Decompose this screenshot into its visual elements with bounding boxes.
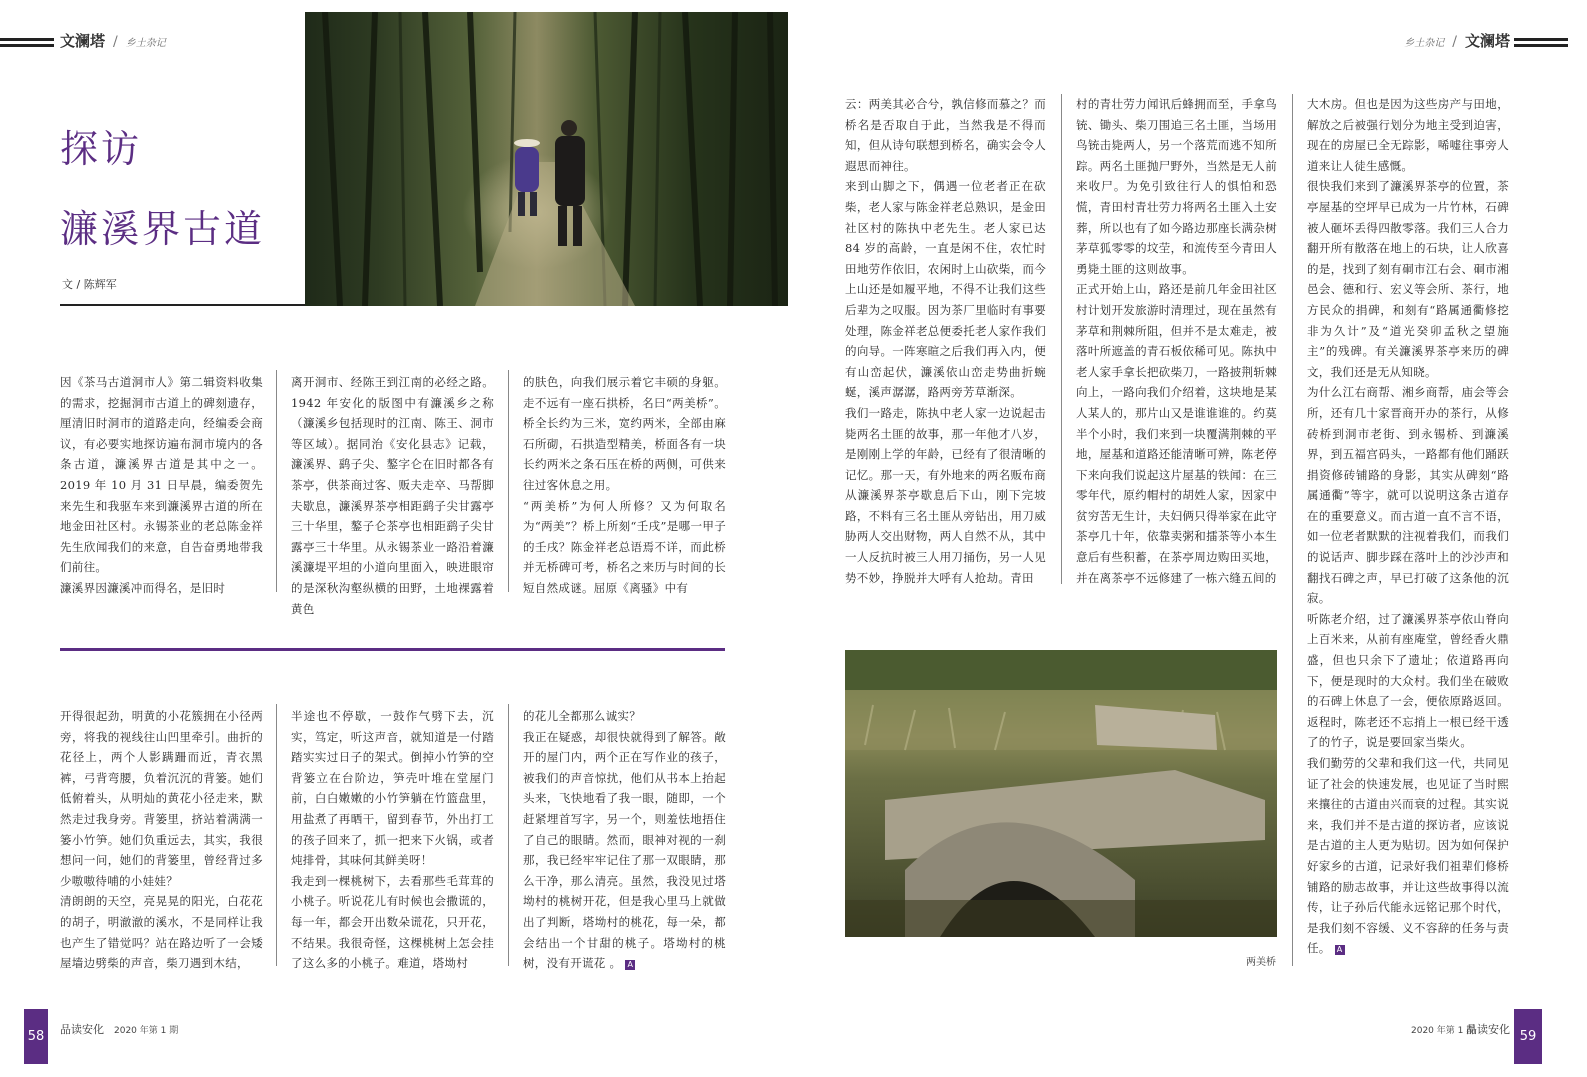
header-rule-right [1514,38,1568,47]
column-divider [276,370,277,592]
forest-path-photo [305,12,788,306]
left-top-column-3: 的肤色，向我们展示着它丰硕的身躯。走不远有一座石拱桥，名曰“两美桥”。桥全长约为三米，宽约两米，全部由麻石所砌，石拱造型精美，桥面各有一块长约两米之条石压在桥的两侧，可供来往过客休息之用。 “两美桥”为何人所修？又为何取名为“两美”？桥上所刻“壬戌”是哪一甲子的壬戌？陈金祥老总语焉不详，而此桥并无桥碑可考，桥名之来历与时间的长短自然成谜。屈原《离骚》中有 [523,375,726,595]
forest-path-illustration [305,12,788,306]
magazine-name-right: 品读安化 [1466,1023,1510,1036]
left-bottom-column-3-wrap [523,706,726,974]
section-name-right: 乡土杂记 [1404,38,1445,49]
stone-bridge-illustration [845,650,1277,937]
section-name-left: 乡土杂记 [125,38,166,49]
left-top-column-2: 离开洞市、经陈王到江南的必经之路。1942 年安化的版图中有濂溪乡之称（濂溪乡包括现时的江南、陈王、洞市等区域）。据同治《安化县志》记载，濂溪界、鹞子尖、鏊字仑在旧时都各有茶亭，供茶商过客、贩夫走卒、马帮脚夫歇息，濂溪界茶亭相距鹞子尖甘露亭三十华里，鏊子仑茶亭也相距鹞子尖甘露亭三十华里。从永锡茶业一路沿着濂溪濂堤平坦的小道向里面入，映进眼帘的是深秋沟壑纵横的田野，土地裸露着黄色 [291,375,494,616]
page-number-right: 59 [1514,1009,1542,1064]
column-divider [1292,94,1293,966]
header-separator-right: / [1452,34,1457,50]
left-top-column-1: 因《茶马古道洞市人》第二辑资料收集的需求，挖掘洞市古道上的碑刻遗存，厘清旧时洞市的道路走向，经编委会商议，有必要实地探访遍布洞市境内的各条古道，濂溪界古道是其中之一。2019 年 10 月 31 日早晨，编委贺先来先生和我驱车来到濂溪界古道的所在地金田社区村。永锡茶业的老总陈金祥先生欣闻我们的来意，自告奋勇地带我们前往。 濂溪界因濂溪冲而得名，是旧时 [60,375,263,595]
left-bottom-column-3: 的花儿全都那么诚实？ 我正在疑惑，却很快就得到了解答。敞开的屋门内，两个正在写作业的孩子，被我们的声音惊扰，他们从书本上抬起头来，飞快地看了我一眼，随即，一个赶紧埋首写字，另一个，则羞怯地捂住了自己的眼睛。然而，眼神对视的一刹那，我已经牢牢记住了那一双眼睛，那么干净，那么清亮。虽然，我没见过塔坳村的桃树开花，但是我心里马上就做出了判断，塔坳村的桃花，每一朵，都会结出一个甘甜的桃子。塔坳村的桃树，没有开谎花 。 [523,709,726,971]
title-underline [60,304,305,306]
header-right [1404,30,1510,51]
article-end-mark: A [1335,945,1345,955]
article-author: 文 / 陈辉军 [62,278,117,291]
left-bottom-column-1: 开得很起劲，明黄的小花簇拥在小径两旁，将我的视线往山凹里牵引。曲折的花径上，两个人影蹒跚而近，青衣黑裤，弓背弯腰，负着沉沉的背篓。她们低俯着头，从明灿的黄花小径走来，默然走过我身旁。背篓里，挤站着满满一篓小竹笋。她们负重远去，其实，我很想问一问，她们的背篓里，曾经背过多少嗷嗷待哺的小娃娃？ 清朗朗的天空，亮晃晃的阳光，白花花的胡子，明澈澈的溪水，不是同样让我也产生了错觉吗？站在路边听了一会矮屋墙边劈柴的声音，柴刀遇到木结， [60,709,263,971]
page-number-left: 58 [24,1009,48,1064]
photo-caption: 两美桥 [1246,957,1276,968]
right-column-3-wrap [1307,94,1509,959]
right-column-3: 大木房。但也是因为这些房产与田地，解放之后被强行划分为地主受到迫害，现在的房屋已全无踪影，唏嘘往事旁人道来让人徒生感慨。 很快我们来到了濂溪界茶亭的位置，茶亭屋基的空坪早已成为一片竹林，石碑被人砸坏丢得四散零落。我们三人合力翻开所有散落在地上的石块，让人欣喜的是，找到了刻有硐市江右会、硐市湘邑会、德和行、宏义等会所、茶行，地方民众的捐碑，和刻有“路属通衢修挖非为久计”及“道光癸卯孟秋之望施主”的残碑。有关濂溪界茶亭来历的碑文，我们还是无从知晓。 为什么江右商帮、湘乡商帮，庙会等会所，还有几十家晋商开办的茶行，从修砖桥到洞市老街、到永锡桥、到濂溪界，到五福宫码头，一路都有他们踊跃捐资修砖铺路的身影，其实从碑刻“路属通衢”等字，就可以说明这条古道存在的重要意义。而古道一直不言不语，如一位老者默默的注视着我们，而我们的说话声、脚步踩在落叶上的沙沙声和翻找石碑之声，早已打破了这条他的沉寂。 听陈老介绍，过了濂溪界茶亭依山脊向上百米来，从前有座庵堂，曾经香火鼎盛，但也只余下了遗址；依道路再向下，便是现时的大众村。我们坐在破败的石碑上休息了一会，便依原路返回。返程时，陈老还不忘捎上一根已经干透了的竹子，说是要回家当柴火。 我们勤劳的父辈和我们这一代，共同见证了社会的快速发展，也见证了当时熙来攘往的古道由兴而衰的过程。其实说来，我们并不是古道的探访者，应该说是古道的主人更为贴切。因为如何保护好家乡的古道，记录好我们祖辈们修桥铺路的励志故事，并让这些故事得以流传，让子孙后代能永远铭记那个时代，是我们刻不容缓、义不容辞的任务与责任。 [1307,97,1509,956]
column-divider [276,704,277,966]
right-column-2: 村的青壮劳力闻讯后蜂拥而至，手拿鸟铳、锄头、柴刀围追三名土匪，当场用鸟铳击毙两人，另一个落荒而逃不知所踪。两名土匪抛尸野外，当然是无人前来收尸。为免引致往行人的惧怕和恐慌，青田村青壮劳力将两名土匪入土安葬，所以也有了如今路边那座长满杂树茅草狐零零的坟茔，和流传至今青田人勇毙土匪的这则故事。 正式开始上山，路还是前几年金田社区村计划开发旅游时清理过，现在虽然有茅草和荆棘所阻，但并不是太难走，被落叶所遮盖的青石板依稀可见。陈执中老人家手拿长把砍柴刀，一路披荆斩棘向上，一路向我们介绍着，这块地是某人某人的，那片山又是谁谁谁的。约莫半个小时，我们来到一块覆满荆棘的平地，屋基和道路还能清晰可辨，陈老停下来向我们说起这片屋基的铁闻：在三零年代，原约帽村的胡姓人家，因家中贫穷苦无生计，夫妇俩只得举家在此守茶亭几十年，依靠卖粥和擂茶等小本生意后有些积蓄，在茶亭周边购田买地，并在离茶亭不远修建了一栋六缝五间的 [1076,97,1277,585]
right-column-1: 云：两美其必合兮，孰信修而慕之？而桥名是否取自于此，当然我是不得而知，但从诗句联想到桥名，确实会令人遐思而神往。 来到山脚之下，偶遇一位老者正在砍柴，老人家与陈金祥老总熟识，是金田社区村的陈执中老先生。老人家已达 84 岁的高龄，一直是闲不住，农忙时田地劳作依旧，农闲时上山砍柴，而今上山还是如履平地，不得不让我们这些后辈为之叹服。因为茶厂里临时有事要处理，陈金祥老总便委托老人家作我们的向导。一阵寒暄之后我们再入内，便有山峦起伏，濂溪依山峦走势曲折蜿蜒，溪声潺潺，路两旁芳草渐深。 我们一路走，陈执中老人家一边说起击毙两名土匪的故事，那一年他才八岁，是刚刚上学的年龄，已经有了很清晰的记忆。那一天，有外地来的两名贩布商从濂溪界茶亭歇息后下山，刚下完坡路，不料有三名土匪从旁钻出，用刀威胁两人交出财物，两人自然不从，其中一人反抗时被三人用刀捅伤，另一人见势不妙，挣脱并大呼有人抢劫。青田 [845,97,1046,585]
column-name-left: 文澜塔 [60,32,106,50]
issue-left: 2020 年第 1 期 [114,1026,179,1036]
header-separator-left: / [113,34,118,50]
header-rule-left [0,38,54,47]
left-bottom-column-2: 半途也不停歇，一鼓作气劈下去，沉实，笃定，听这声音，就知道是一付踏踏实实过日子的架式。倒掉小竹笋的空背篓立在台阶边，笋壳叶堆在堂屋门前，白白嫩嫩的小竹笋躺在竹篮盘里，用盐煮了再晒干，留到春节，外出打工的孩子回来了，抓一把来下火锅，或者炖排骨，其味何其鲜美呀！ 我走到一棵桃树下，去看那些毛茸茸的小桃子。听说花儿有时候也会撒谎的，每一年，都会开出数朵谎花，只开花，不结果。我很奇怪，这棵桃树上怎会挂了这么多的小桃子。难道，塔坳村 [291,709,494,971]
column-divider [508,704,509,966]
column-divider [1061,94,1062,584]
article-title-line2: 濂溪界古道 [60,207,266,251]
column-divider [508,370,509,592]
header-left [60,30,166,51]
magazine-name-left: 品读安化 [60,1023,104,1036]
liangmei-bridge-photo [845,650,1277,937]
article-title-line1: 探访 [60,127,143,171]
article-end-mark: A [625,960,635,970]
issue-right: 2020 年第 1 期 [1411,1026,1476,1036]
section-divider-purple [60,648,725,651]
column-name-right: 文澜塔 [1464,32,1510,50]
